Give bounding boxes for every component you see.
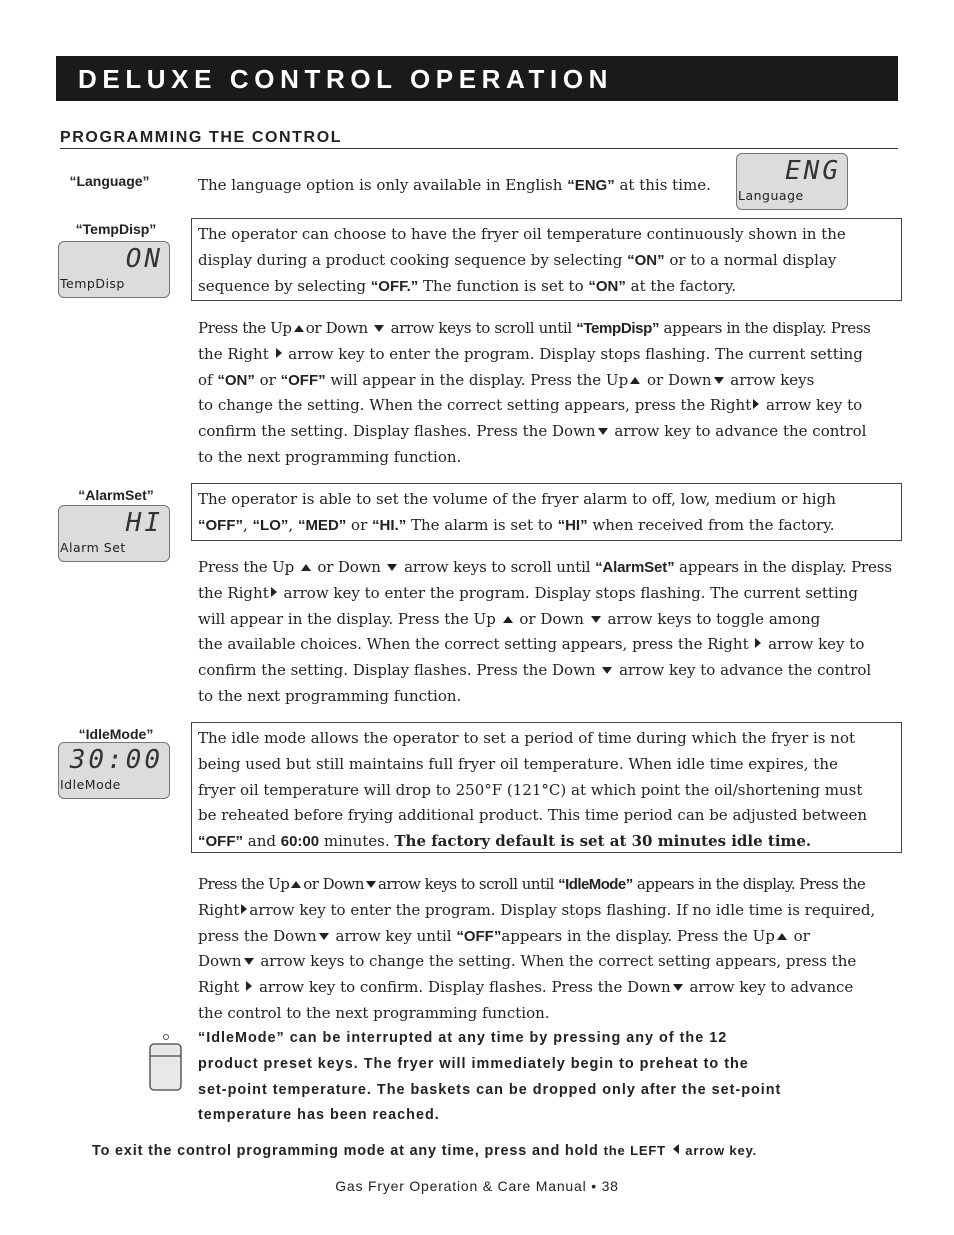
right-arrow-icon bbox=[755, 638, 761, 648]
idlemode-display bbox=[58, 742, 170, 799]
up-arrow-icon bbox=[777, 933, 787, 940]
tempdisp-description: The operator can choose to have the fryer oil temperature continuously shown in the display during a product cooking sequence by selecting “ON” or to a normal display sequence by selecting “OFF.” The function is set to “ON” at the factory. bbox=[198, 225, 846, 295]
tempdisp-steps: Press the Up or Down arrow keys to scroll until “TempDisp” appears in the display. Press the Right arrow key to enter the program. Display stops flashing. The current setting of “ON” or “OFF” will appear in the display. Press the Up or Down arrow keys to change the setting. When the correct setting appears, press the Right arrow key to confirm the setting. Display flashes. Press the Down arrow key to advance the control to the next programming function. bbox=[198, 319, 871, 466]
down-arrow-icon bbox=[598, 428, 608, 435]
down-arrow-icon bbox=[374, 325, 384, 332]
tempdisp-label: “TempDisp” bbox=[75, 221, 157, 237]
section-rule bbox=[60, 148, 898, 149]
tempdisp-display bbox=[58, 241, 170, 298]
down-arrow-icon bbox=[714, 377, 724, 384]
language-display-caption: Language bbox=[738, 188, 804, 203]
language-text: The language option is only available in English “ENG” at this time. bbox=[198, 176, 711, 194]
idlemode-display-caption: IdleMode bbox=[60, 777, 121, 792]
language-display-value: ENG bbox=[785, 156, 841, 186]
page-title: DELUXE CONTROL OPERATION bbox=[78, 64, 614, 94]
down-arrow-icon bbox=[673, 984, 683, 991]
right-arrow-icon bbox=[246, 981, 252, 991]
up-arrow-icon bbox=[294, 325, 304, 332]
language-display bbox=[736, 153, 848, 210]
tempdisp-display-value: ON bbox=[125, 244, 163, 274]
keypad-key-icon bbox=[146, 1032, 186, 1094]
up-arrow-icon bbox=[630, 377, 640, 384]
alarmset-display-value: HI bbox=[125, 508, 163, 538]
down-arrow-icon bbox=[366, 881, 376, 888]
section-heading: PROGRAMMING THE CONTROL bbox=[60, 129, 343, 146]
alarmset-description: The operator is able to set the volume of the fryer alarm to off, low, medium or high “OFF”, “LO”, “MED” or “HI.” The alarm is set to “HI” when received from the factory. bbox=[198, 490, 836, 534]
idlemode-label: “IdleMode” bbox=[78, 726, 154, 742]
down-arrow-icon bbox=[244, 958, 254, 965]
right-arrow-icon bbox=[271, 587, 277, 597]
alarmset-display-caption: Alarm Set bbox=[60, 540, 126, 555]
up-arrow-icon bbox=[301, 564, 311, 571]
down-arrow-icon bbox=[591, 616, 601, 623]
down-arrow-icon bbox=[602, 667, 612, 674]
up-arrow-icon bbox=[291, 881, 301, 888]
alarmset-label: “AlarmSet” bbox=[78, 487, 154, 503]
left-arrow-icon bbox=[673, 1144, 679, 1154]
right-arrow-icon bbox=[753, 399, 759, 409]
down-arrow-icon bbox=[319, 933, 329, 940]
language-label: “Language” bbox=[69, 173, 150, 189]
idlemode-steps: Press the Up or Down arrow keys to scroll until “IdleMode” appears in the display. Press the Right arrow key to enter the program. Display stops flashing. If no idle time is required, press the Down arrow key until “OFF”appears in the display. Press the Up or Down arrow keys to change the setting. When the correct setting appears, press the Right arrow key to confirm. Display flashes. Press the Down arrow key to advance the control to the next programming function. bbox=[198, 875, 876, 1022]
up-arrow-icon bbox=[503, 616, 513, 623]
tempdisp-display-caption: TempDisp bbox=[60, 276, 125, 291]
idlemode-note: “IdleMode” can be interrupted at any time by pressing any of the 12 product preset keys. The fryer will immediately begin to preheat to the set-point temperature. The baskets can be dropped only after the set-point temperature has been reached. bbox=[198, 1030, 782, 1124]
right-arrow-icon bbox=[241, 904, 247, 914]
right-arrow-icon bbox=[276, 348, 282, 358]
idlemode-display-value: 30:00 bbox=[69, 745, 163, 775]
page-footer: Gas Fryer Operation & Care Manual • 38 bbox=[335, 1178, 619, 1194]
alarmset-display bbox=[58, 505, 170, 562]
idlemode-description: The idle mode allows the operator to set a period of time during which the fryer is not being used but still maintains full fryer oil temperature. When idle time expires, the fryer oil temperature will drop to 250°F (121°C) at which point the oil/shortening must be reheated before frying additional product. This time period can be adjusted between “OFF” and 60:00 minutes. The factory default is set at 30 minutes idle time. bbox=[198, 729, 868, 851]
exit-instruction: To exit the control programming mode at any time, press and hold the LEFT arrow key. bbox=[92, 1143, 758, 1159]
down-arrow-icon bbox=[387, 564, 397, 571]
alarmset-steps: Press the Up or Down arrow keys to scroll until “AlarmSet” appears in the display. Press the Right arrow key to enter the program. Display stops flashing. The current setting will appear in the display. Press the Up or Down arrow keys to toggle among the available choices. When the correct setting appears, press the Right arrow key to confirm the setting. Display flashes. Press the Down arrow key to advance the control to the next programming function. bbox=[198, 558, 892, 705]
